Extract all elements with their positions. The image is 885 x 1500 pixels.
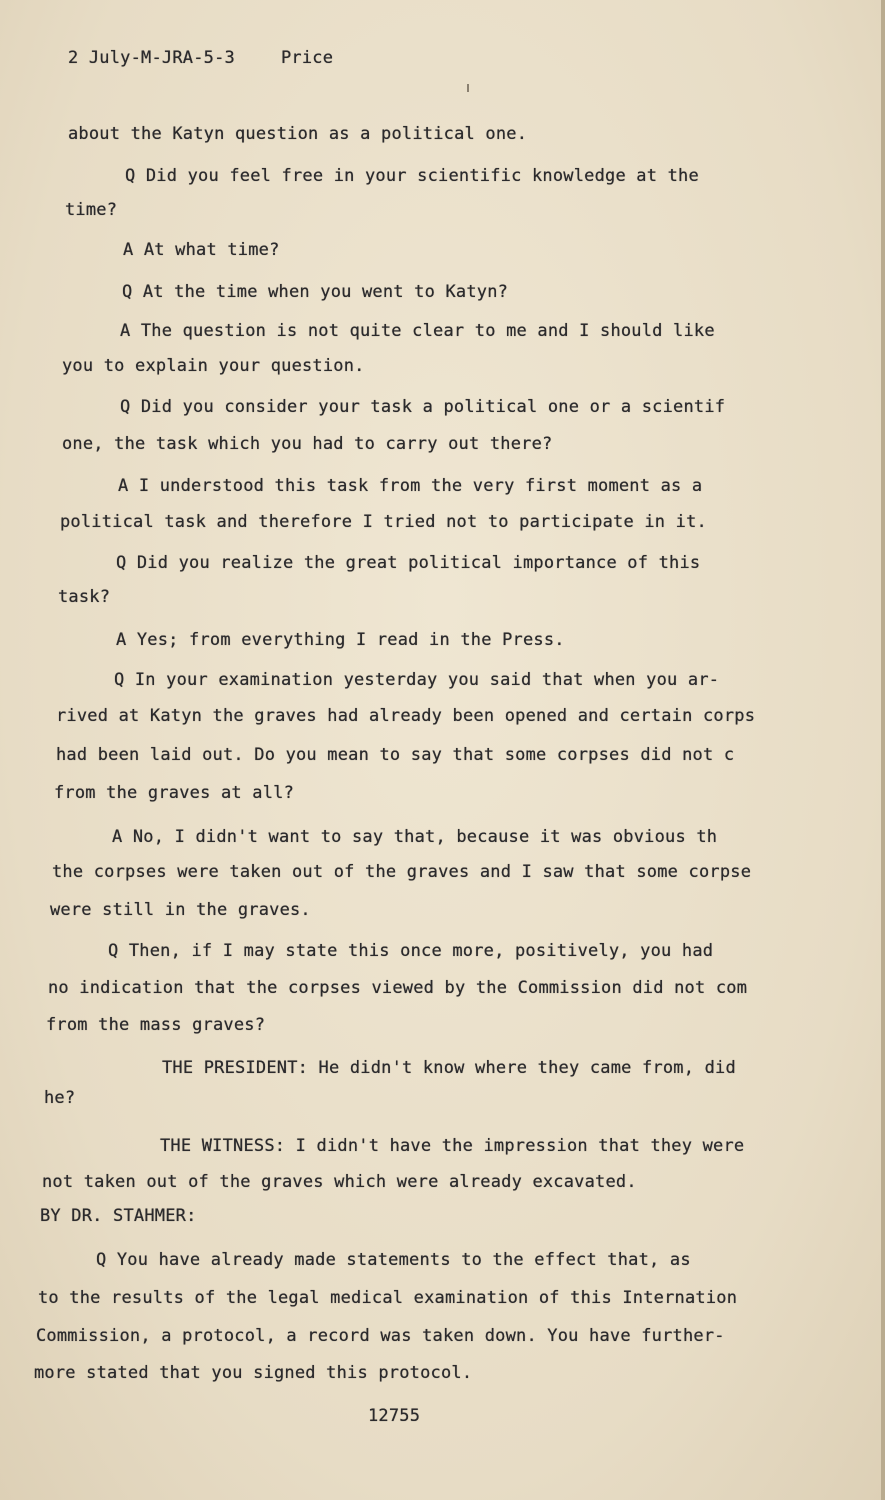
speaker-line: THE PRESIDENT: He didn't know where they came from, did (162, 1058, 736, 1078)
transcript-line: Q At the time when you went to Katyn? (122, 282, 509, 302)
speaker-line: THE WITNESS: I didn't have the impression that they were (160, 1136, 745, 1156)
transcript-line: A No, I didn't want to say that, because it was obvious th (112, 827, 718, 847)
transcript-line: Q Did you consider your task a political one or a scientif (120, 397, 726, 417)
paper-speck (467, 84, 469, 92)
page-edge (881, 0, 885, 1500)
page-number: 12755 (368, 1406, 421, 1426)
transcript-line: Q Did you realize the great political importance of this (116, 553, 701, 573)
transcript-line: Commission, a protocol, a record was taken down. You have further- (36, 1326, 725, 1346)
transcript-line: more stated that you signed this protocol. (34, 1363, 473, 1383)
transcript-line: from the mass graves? (46, 1015, 266, 1035)
transcript-line: not taken out of the graves which were already excavated. (42, 1172, 637, 1192)
examiner-heading: BY DR. STAHMER: (40, 1206, 197, 1226)
transcript-line: you to explain your question. (62, 356, 365, 376)
transcript-reference: 2 July-M-JRA-5-3 (68, 48, 235, 68)
transcript-line: Q Did you feel free in your scientific knowledge at the (125, 166, 699, 186)
transcript-line: the corpses were taken out of the graves and I saw that some corpse (52, 862, 752, 882)
transcript-line: from the graves at all? (54, 783, 295, 803)
transcript-line: A At what time? (123, 240, 280, 260)
transcript-line: A I understood this task from the very first moment as a (118, 476, 703, 496)
transcript-line: about the Katyn question as a political one. (68, 124, 528, 144)
transcript-line: Q You have already made statements to the effect that, as (96, 1250, 691, 1270)
transcript-line: were still in the graves. (50, 900, 311, 920)
transcript-line: no indication that the corpses viewed by the Commission did not com (48, 978, 748, 998)
transcript-line: rived at Katyn the graves had already been opened and certain corps (56, 706, 756, 726)
transcript-line: one, the task which you had to carry out there? (62, 434, 553, 454)
transcript-line: to the results of the legal medical examination of this Internation (38, 1288, 738, 1308)
transcript-line: A Yes; from everything I read in the Press. (116, 630, 565, 650)
transcript-line: political task and therefore I tried not to participate in it. (60, 512, 707, 532)
transcript-line: had been laid out. Do you mean to say that some corpses did not c (56, 745, 735, 765)
transcript-line: Q Then, if I may state this once more, positively, you had (108, 941, 714, 961)
transcript-line: he? (44, 1088, 76, 1108)
transcript-line: task? (58, 587, 111, 607)
transcript-line: A The question is not quite clear to me and I should like (120, 321, 715, 341)
transcript-line: Q In your examination yesterday you said that when you ar- (114, 670, 720, 690)
transcript-line: time? (65, 200, 118, 220)
page-header (68, 48, 333, 68)
witness-name: Price (280, 48, 334, 68)
